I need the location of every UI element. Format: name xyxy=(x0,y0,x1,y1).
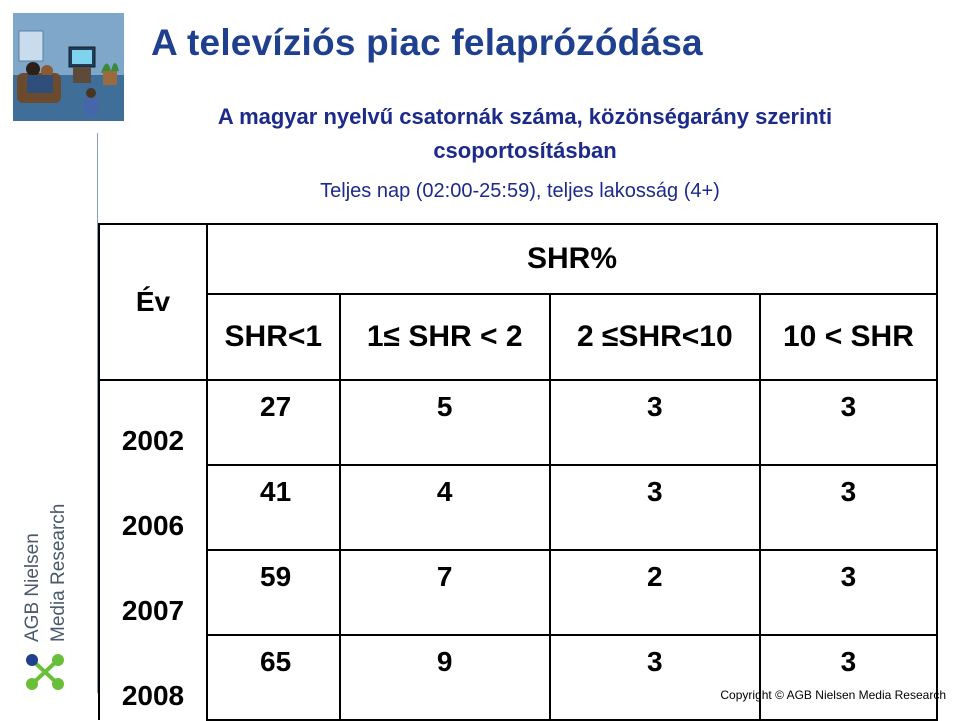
value-cell: 65 xyxy=(207,635,340,720)
column-header-shr-gt-10: 10 < SHR xyxy=(760,294,937,380)
value-cell: 41 xyxy=(207,465,340,550)
year-cell: 2002 xyxy=(99,380,207,465)
value-cell: 27 xyxy=(207,380,340,465)
table-subheader-row xyxy=(99,294,937,380)
page-title: A televíziós piac felaprózódása xyxy=(151,22,703,63)
column-header-shr-lt-1: SHR<1 xyxy=(207,294,340,380)
value-cell: 2 xyxy=(550,550,760,635)
value-cell: 4 xyxy=(340,465,550,550)
value-cell: 5 xyxy=(340,380,550,465)
value-cell: 3 xyxy=(760,550,937,635)
value-cell: 59 xyxy=(207,550,340,635)
copyright-notice: Copyright © AGB Nielsen Media Research xyxy=(720,688,946,702)
slide-subtitle-secondary: Teljes nap (02:00-25:59), teljes lakosság (4+) xyxy=(320,180,720,202)
tv-family-illustration xyxy=(13,13,124,121)
year-column-header: Év xyxy=(99,224,207,380)
table-row xyxy=(99,380,937,465)
value-cell: 3 xyxy=(550,635,760,720)
shr-group-header: SHR% xyxy=(207,224,937,294)
table-header-row xyxy=(99,224,937,294)
svg-text:Media Research: Media Research xyxy=(48,503,69,642)
table-row xyxy=(99,465,937,550)
value-cell: 3 xyxy=(760,380,937,465)
year-cell: 2007 xyxy=(99,550,207,635)
shr-data-table xyxy=(98,223,938,721)
year-cell: 2006 xyxy=(99,465,207,550)
value-cell: 3 xyxy=(760,635,937,720)
table-row xyxy=(99,635,937,720)
value-cell: 9 xyxy=(340,635,550,720)
column-header-shr-2-10: 2 ≤SHR<10 xyxy=(550,294,760,380)
slide-subtitle: A magyar nyelvű csatornák száma, közönségarány szerinti csoportosításban xyxy=(217,104,833,163)
agb-nielsen-logo xyxy=(20,462,78,712)
svg-text:AGB Nielsen: AGB Nielsen xyxy=(22,533,43,642)
value-cell: 3 xyxy=(550,380,760,465)
table-row xyxy=(99,550,937,635)
value-cell: 3 xyxy=(760,465,937,550)
year-cell: 2008 xyxy=(99,635,207,720)
column-header-shr-1-2: 1≤ SHR < 2 xyxy=(340,294,550,380)
value-cell: 3 xyxy=(550,465,760,550)
value-cell: 7 xyxy=(340,550,550,635)
